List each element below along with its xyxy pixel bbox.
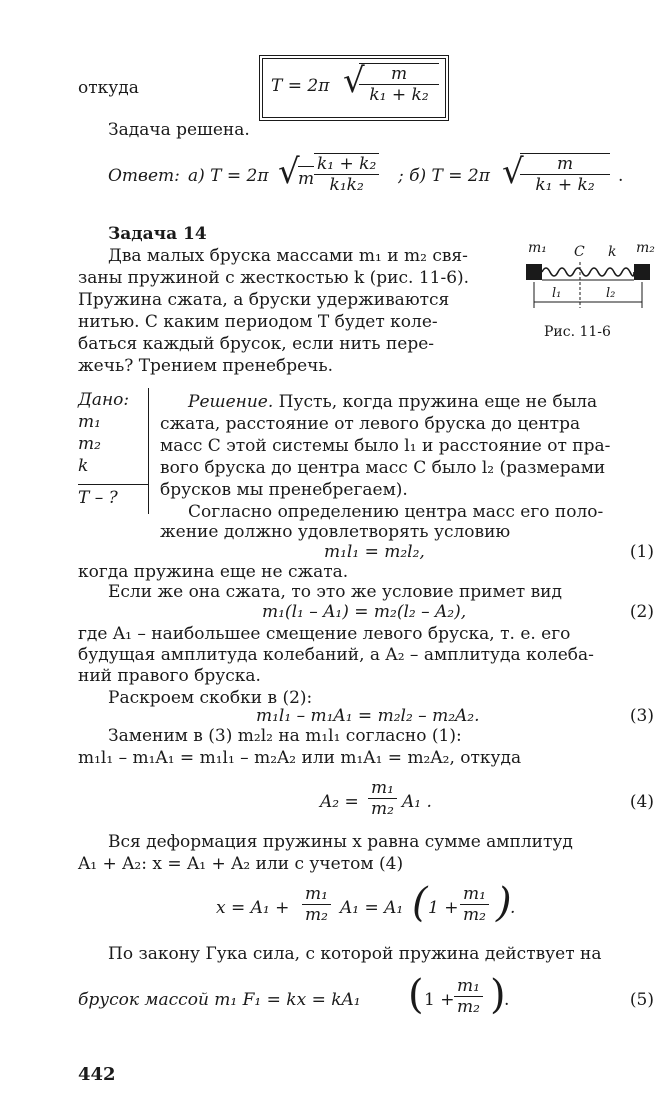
eqx-paren-close: )	[496, 880, 512, 926]
problem-line: нитью. С каким периодом T будет коле-	[78, 312, 438, 332]
solution-line: Раскроем скобки в (2):	[108, 688, 313, 708]
answer-part-a: а) T = 2π	[188, 166, 269, 186]
solution-line: где A₁ – наибольшее смещение левого бруска, т. е. его	[78, 624, 571, 644]
solution-line: вого бруска до центра масс C было l₂ (размерами	[160, 458, 606, 478]
answer-part-b: ; б) T = 2π	[398, 166, 490, 186]
solution-line: Заменим в (3) m₂l₂ на m₁l₁ согласно (1):	[108, 726, 462, 746]
solution-line: Согласно определению центра масс его поло-	[188, 502, 604, 522]
eqx-left: x = A₁ +	[216, 898, 290, 918]
eq5-paren-close: )	[490, 972, 506, 1018]
boxed-denominator: k₁ + k₂	[369, 85, 429, 105]
eqx-mid: A₁ = A₁	[340, 898, 404, 918]
eq5-frac-num: m₁	[454, 976, 483, 997]
eq5-paren-open: (	[408, 972, 424, 1018]
fig-label-l2: l₂	[606, 286, 616, 301]
problem-line: жечь? Трением пренебречь.	[78, 356, 334, 376]
equation-3: m₁l₁ – m₁A₁ = m₂l₂ – m₂A₂.	[256, 706, 480, 726]
eqx-frac-den: m₂	[305, 905, 328, 925]
given-item: m₂	[78, 434, 101, 454]
answer-a-m: m	[298, 166, 314, 189]
solution-line: сжата, расстояние от левого бруска до центра	[160, 414, 581, 434]
equation-2-number: (2)	[629, 602, 654, 622]
otkuda-word: откуда	[78, 78, 139, 98]
equation-3-number: (3)	[629, 706, 654, 726]
eq4-right: A₁ .	[402, 792, 432, 812]
fig-label-m1: m₁	[528, 240, 547, 256]
problem-title: Задача 14	[108, 224, 207, 244]
given-title: Дано:	[78, 390, 130, 410]
equation-x	[216, 878, 536, 938]
solution-line: Вся деформация пружины x равна сумме амплитуд	[108, 832, 573, 852]
eq5-frac-den: m₂	[457, 997, 480, 1017]
block-left	[526, 264, 542, 280]
answer-b-num: m	[520, 154, 610, 175]
eqx-paren-inner: 1 +	[428, 898, 459, 918]
eq4-fraction	[368, 778, 397, 819]
page-number: 442	[78, 1064, 116, 1085]
problem-line: заны пружиной с жесткостью k (рис. 11-6).	[78, 268, 470, 288]
eqx-inner-fraction	[460, 884, 489, 925]
solved-text: Задача решена.	[108, 120, 250, 140]
eqx-frac-num: m₁	[302, 884, 331, 905]
sqrt-sign: √	[343, 61, 365, 101]
answer-a-den: k₁k₂	[329, 175, 364, 195]
solution-label: Решение.	[188, 392, 274, 412]
equation-1-number: (1)	[629, 542, 654, 562]
given-find: T – ?	[78, 488, 118, 508]
solution-line: брусков мы пренебрегаем).	[160, 480, 408, 500]
solution-line: m₁l₁ – m₁A₁ = m₁l₁ – m₂A₂ или m₁A₁ = m₂A₂, откуда	[78, 748, 522, 768]
eq4-left: A₂ =	[320, 792, 359, 812]
solution-line: Если же она сжата, то это же условие примет вид	[108, 582, 562, 602]
equation-5	[78, 968, 598, 1028]
sqrt-sign-b: √	[502, 152, 524, 192]
block-right	[634, 264, 650, 280]
solution-line: По закону Гука сила, с которой пружина действует на	[108, 944, 602, 964]
eq5-inner: 1 +	[424, 990, 455, 1010]
fig-label-k: k	[608, 244, 617, 260]
spring-coil	[542, 268, 634, 276]
problem-line: баться каждый брусок, если нить пере-	[78, 334, 435, 354]
solution-line: A₁ + A₂: x = A₁ + A₂ или с учетом (4)	[78, 854, 404, 874]
equation-5-number: (5)	[629, 990, 654, 1010]
boxed-fraction	[359, 63, 439, 105]
solution-line: масс C этой системы было l₁ и расстояние от пра-	[160, 436, 611, 456]
eq5-left: брусок массой m₁ F₁ = kx = kA₁	[78, 990, 361, 1010]
fig-label-C: C	[574, 244, 585, 260]
boxed-numerator: m	[359, 64, 439, 85]
solution-line: ний правого бруска.	[78, 666, 261, 686]
figure-11-6	[522, 240, 662, 360]
given-item: m₁	[78, 412, 101, 432]
given-divider	[78, 484, 148, 485]
eqx-inner-num: m₁	[460, 884, 489, 905]
given-item: k	[78, 456, 89, 476]
eqx-end: .	[510, 898, 516, 918]
boxed-formula	[262, 58, 446, 118]
boxed-T: T = 2π	[271, 76, 330, 96]
answer-a-fraction	[314, 153, 379, 195]
solution-line: жение должно удовлетворять условию	[160, 522, 511, 542]
answer-b-den: k₁ + k₂	[535, 175, 595, 195]
eqx-inner-den: m₂	[463, 905, 486, 925]
equation-2: m₁(l₁ – A₁) = m₂(l₂ – A₂),	[262, 602, 467, 622]
eq4-frac-den: m₂	[371, 799, 394, 819]
solution-line: когда пружина еще не сжата.	[78, 562, 349, 582]
equation-4-number: (4)	[629, 792, 654, 812]
problem-line: Два малых бруска массами m₁ и m₂ свя-	[108, 246, 468, 266]
solution-first-text: Пусть, когда пружина еще не была	[273, 392, 598, 412]
given-box	[78, 388, 149, 514]
eq5-end: .	[504, 990, 510, 1010]
eq4-frac-num: m₁	[368, 778, 397, 799]
answer-a-num: k₁ + k₂	[314, 154, 379, 175]
solution-line: будущая амплитуда колебаний, а A₂ – амплитуда колеба-	[78, 645, 594, 665]
answer-b-fraction	[520, 153, 610, 195]
spring-diagram	[522, 258, 658, 320]
eqx-paren-open: (	[412, 880, 428, 926]
answer-label: Ответ:	[108, 166, 180, 186]
eq5-fraction	[454, 976, 483, 1017]
equation-1: m₁l₁ = m₂l₂,	[324, 542, 425, 562]
answer-line	[108, 152, 648, 214]
answer-end: .	[618, 166, 624, 186]
fig-label-m2: m₂	[636, 240, 655, 256]
fig-label-l1: l₁	[552, 286, 562, 301]
solution-first-line	[188, 392, 597, 412]
problem-line: Пружина сжата, а бруски удерживаются	[78, 290, 450, 310]
figure-caption: Рис. 11-6	[544, 324, 611, 340]
eqx-fraction	[302, 884, 331, 925]
sqrt-sign-a: √	[278, 152, 300, 192]
